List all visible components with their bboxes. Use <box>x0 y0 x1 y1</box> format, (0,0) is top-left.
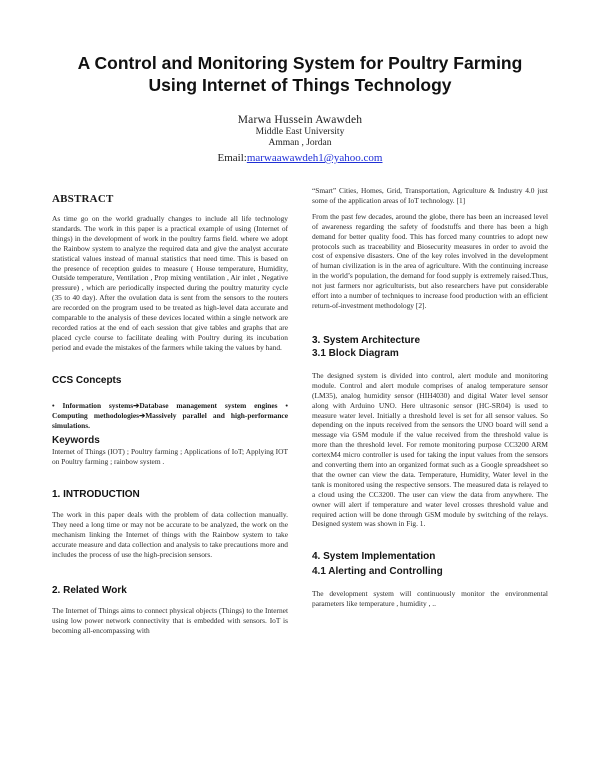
related-work-text: The Internet of Things aims to connect physical objects (Things) to the Internet using low power network connectivity that is embedded with sensors. IoT is becoming all-encompassing with <box>52 605 288 635</box>
email-link[interactable]: marwaawawdeh1@yahoo.com <box>246 152 383 164</box>
system-architecture-heading: 3. System Architecture <box>312 334 421 346</box>
author-block <box>150 113 450 165</box>
abstract-text: As time go on the world gradually changes to include all life technology standards. The work in this paper is a practical example of using (Internet of things) in the development of work in the poultry farms field. where we adopt the Rainbow system to analyze the required data and give the analyst accurate statistical values instead of manual statistics that need time. This is based on the presence of reception guides to measure ( House temperature, Humidity, Outside temperature, Ventilation , Prop mixing ventilation , Air inlet , Negative pressure) , which are periodically inspected during the poultry maturity cycle (35 to 40 day). After the ovulation data is sent from the sensors to the routers are recorded on the program used to be treated as high-level data accurate and comparable to the analysis of these devices located within a single network are recorded ratios at the end of each session that give tables and graphs that are placed cycle course to facilitate dealing with Poultry during its incubation period and evade the mistakes of the farmers while taking the values by hand. <box>52 214 288 352</box>
alerting-controlling-text: The development system will continuously monitor the environmental parameters like temperature , humidity , .. <box>312 589 548 609</box>
author-name: Marwa Hussein Awawdeh <box>237 114 363 126</box>
ccs-heading: CCS Concepts <box>52 374 122 386</box>
email-line <box>150 151 450 165</box>
paper-title <box>40 52 560 96</box>
introduction-text: The work in this paper deals with the problem of data collection manually. They need a long time or may not be accurate to be analyzed, the work on the mechanism linking the Internet of things with the Rainbow system to take accurate measure and data collection and analysis to take precautions more and includes the process of use the high-precision sensors. <box>52 510 288 559</box>
keywords-heading: Keywords <box>52 435 100 447</box>
introduction-heading: 1. INTRODUCTION <box>52 489 140 501</box>
title-line-1: A Control and Monitoring System for Poultry Farming <box>77 53 523 73</box>
email-label: Email: <box>217 152 247 164</box>
keywords-text: Internet of Things (IOT) ; Poultry farming ; Applications of IoT; Applying IOT on Poultry farming ; rainbow system . <box>52 447 288 467</box>
location: Amman , Jordan <box>268 138 332 148</box>
alerting-controlling-heading: 4.1 Alerting and Controlling <box>312 566 443 578</box>
ccs-text: • Information systems➔Database management system engines • Computing methodologies➔Massively parallel and high-performance simulations. <box>52 400 288 430</box>
right-column <box>312 186 548 609</box>
title-line-2: Using Internet of Things Technology <box>148 75 452 95</box>
system-implementation-heading: 4. System Implementation <box>312 551 436 563</box>
affiliation: Middle East University <box>255 127 345 137</box>
related-work-continued-text: “Smart” Cities, Homes, Grid, Transportation, Agriculture & Industry 4.0 just some of the application areas of IoT technology. [1] <box>312 186 548 205</box>
related-work-heading: 2. Related Work <box>52 584 127 596</box>
left-column <box>52 190 288 635</box>
block-diagram-text: The designed system is divided into control, alert module and monitoring module. Control and alert module comprises of analog temperature sensor (LM35), analog humidity sensor (HIH4030) and digital Water level sensor along with Arduino UNO. Here ultrasonic sensor (HC-SR04) is used to measure water level. Initially a threshold level is set for all sensor values. So depending on the inputs received from the sensors the UNO board will send a message via GSM module if the value received from the threshold value is more than the threshold level. For remote monitoring purpose CC3200 ARM cortexM4 micro controller is used for taking the input values from the sensors and converting them into an organized format such as a Google spreadsheet so that the owner can view the data. Temperature, Humidity, Water level in the tank is monitored using the respective sensors. The measured data is relayed to a cloud using the CC3200. The user can view the data from anywhere. The owner will alert if temperature and water level crosses threshold value and required action will be done through GSM module by switching of the relays. Designed system was shown in Fig. 1. <box>312 370 548 529</box>
related-work-paragraph-2: From the past few decades, around the globe, there has been an increased level of awareness regarding the safety of foodstuffs and there has been a high demand for better quality food. This has forced many countries to adopt new protocols such as traceability and Biosecurity measures in order to avoid the cost of expensive disasters. One of the key roles involved in the development of human civilization is in the area of agriculture. With the continuing increase in the world’s population, the demand for food supply is extremely raised.Thus, not just farmers nor agriculturists, but also researchers have put considerable effort into a number of techniques to increase food production with an efficient return-of-investment methodology [2]. <box>312 211 548 310</box>
abstract-heading: ABSTRACT <box>52 193 114 205</box>
block-diagram-heading: 3.1 Block Diagram <box>312 347 399 359</box>
